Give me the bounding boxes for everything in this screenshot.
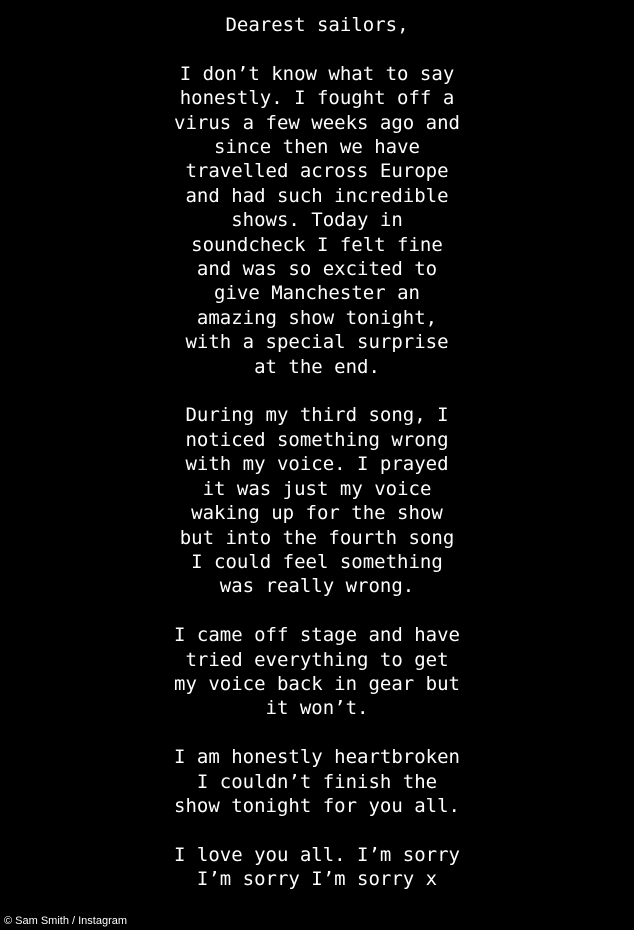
message-line: amazing show tonight,: [196, 306, 438, 329]
message-line: at the end.: [254, 355, 380, 378]
message-line: I love you all. I’m sorry: [174, 843, 460, 866]
message-line: give Manchester an: [214, 282, 420, 305]
message-line: I am honestly heartbroken: [174, 746, 460, 769]
message-line: honestly. I fought off a: [179, 87, 455, 110]
message-line: with my voice. I prayed: [185, 453, 449, 476]
message-line: with a special surprise: [185, 331, 449, 354]
message-line: was really wrong.: [219, 575, 415, 598]
message-line: it won’t.: [265, 697, 369, 720]
message-line: During my third song, I: [185, 404, 449, 427]
message-line: I came off stage and have: [174, 624, 460, 647]
message-spacer: [0, 379, 634, 403]
message-spacer: [0, 721, 634, 745]
message-line: shows. Today in: [231, 209, 403, 232]
message-line: tried everything to get: [185, 648, 449, 671]
message-line: I couldn’t finish the: [196, 770, 438, 793]
message-line: and was so excited to: [196, 258, 438, 281]
story-message: [0, 13, 634, 892]
message-line: I’m sorry I’m sorry x: [196, 868, 438, 891]
message-line: I don’t know what to say: [179, 62, 455, 85]
message-line: waking up for the show: [191, 502, 443, 525]
message-spacer: [0, 599, 634, 623]
message-spacer: [0, 37, 634, 61]
photo-credit: © Sam Smith / Instagram: [4, 915, 128, 927]
message-line: but into the fourth song: [179, 526, 455, 549]
message-line: my voice back in gear but: [174, 672, 460, 695]
message-line: and had such incredible: [185, 184, 449, 207]
message-line: virus a few weeks ago and: [174, 111, 460, 134]
message-spacer: [0, 818, 634, 842]
message-line: I could feel something: [191, 550, 443, 573]
message-line: show tonight for you all.: [174, 794, 460, 817]
message-line: it was just my voice: [202, 477, 432, 500]
message-line: travelled across Europe: [185, 160, 449, 183]
message-line: since then we have: [214, 136, 420, 159]
message-line: noticed something wrong: [185, 428, 449, 451]
message-line: Dearest sailors,: [225, 14, 409, 36]
message-line: soundcheck I felt fine: [191, 233, 443, 256]
